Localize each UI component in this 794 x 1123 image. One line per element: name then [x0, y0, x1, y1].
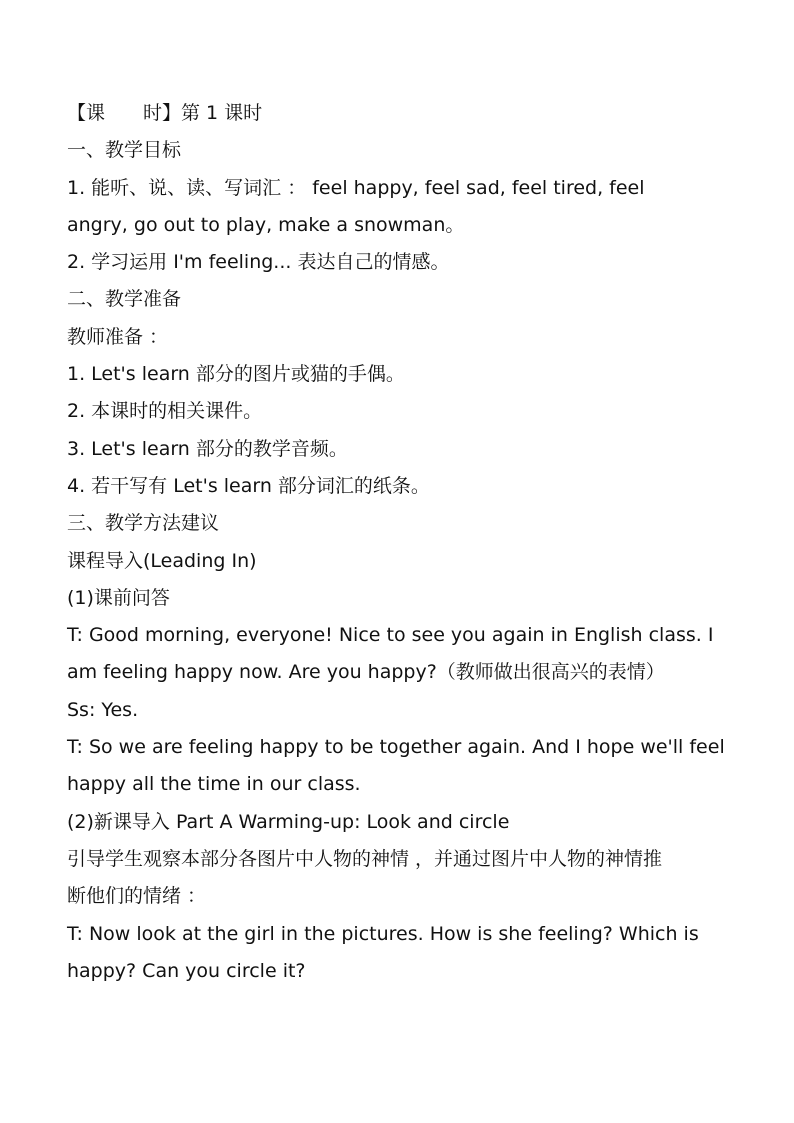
- objective-1-line-1: 1. 能听、说、读、写词汇 ： feel happy, feel sad, feel tired, feel: [67, 176, 645, 199]
- dialogue-teacher-3-line-1: T: Now look at the girl in the pictures. How is she feeling? Which is: [67, 922, 699, 945]
- objective-1-line-2: angry, go out to play, make a snowman。: [67, 213, 465, 236]
- preparation-item-3: 3. Let's learn 部分的教学音频。: [67, 437, 348, 460]
- dialogue-teacher-2-line-2: happy all the time in our class.: [67, 773, 361, 796]
- lesson-period-heading: 【课 时】第 1 课时: [67, 102, 263, 124]
- new-lesson-heading: (2)新课导入 Part A Warming-up: Look and circle: [67, 810, 510, 833]
- dialogue-teacher-3-line-2: happy? Can you circle it?: [67, 959, 306, 982]
- dialogue-teacher-1-line-1: T: Good morning, everyone! Nice to see you again in English class. I: [67, 624, 714, 647]
- section-heading-preparation: 二、教学准备: [67, 288, 182, 311]
- section-heading-methods: 三、教学方法建议: [67, 512, 220, 535]
- guidance-line-1: 引导学生观察本部分各图片中人物的神情 ，并通过图片中人物的神情推: [67, 847, 663, 870]
- objective-2: 2. 学习运用 I'm feeling... 表达自己的情感。: [67, 251, 450, 274]
- dialogue-teacher-2-line-1: T: So we are feeling happy to be together again. And I hope we'll feel: [67, 736, 725, 759]
- teacher-preparation-label: 教师准备 ：: [67, 325, 169, 348]
- preparation-item-2: 2. 本课时的相关课件。: [67, 400, 263, 423]
- leading-in-heading: 课程导入(Leading In): [67, 549, 257, 572]
- section-heading-objectives: 一、教学目标: [67, 139, 182, 162]
- guidance-line-2: 断他们的情绪 ：: [67, 885, 207, 908]
- preparation-item-1: 1. Let's learn 部分的图片或猫的手偶。: [67, 363, 405, 386]
- pre-class-qa-heading: (1)课前问答: [67, 586, 170, 609]
- dialogue-students-1: Ss: Yes.: [67, 698, 139, 721]
- dialogue-teacher-1-line-2: am feeling happy now. Are you happy?（教师做出很高兴的表情）: [67, 661, 665, 684]
- document-body: [67, 95, 737, 990]
- preparation-item-4: 4. 若干写有 Let's learn 部分词汇的纸条。: [67, 474, 430, 497]
